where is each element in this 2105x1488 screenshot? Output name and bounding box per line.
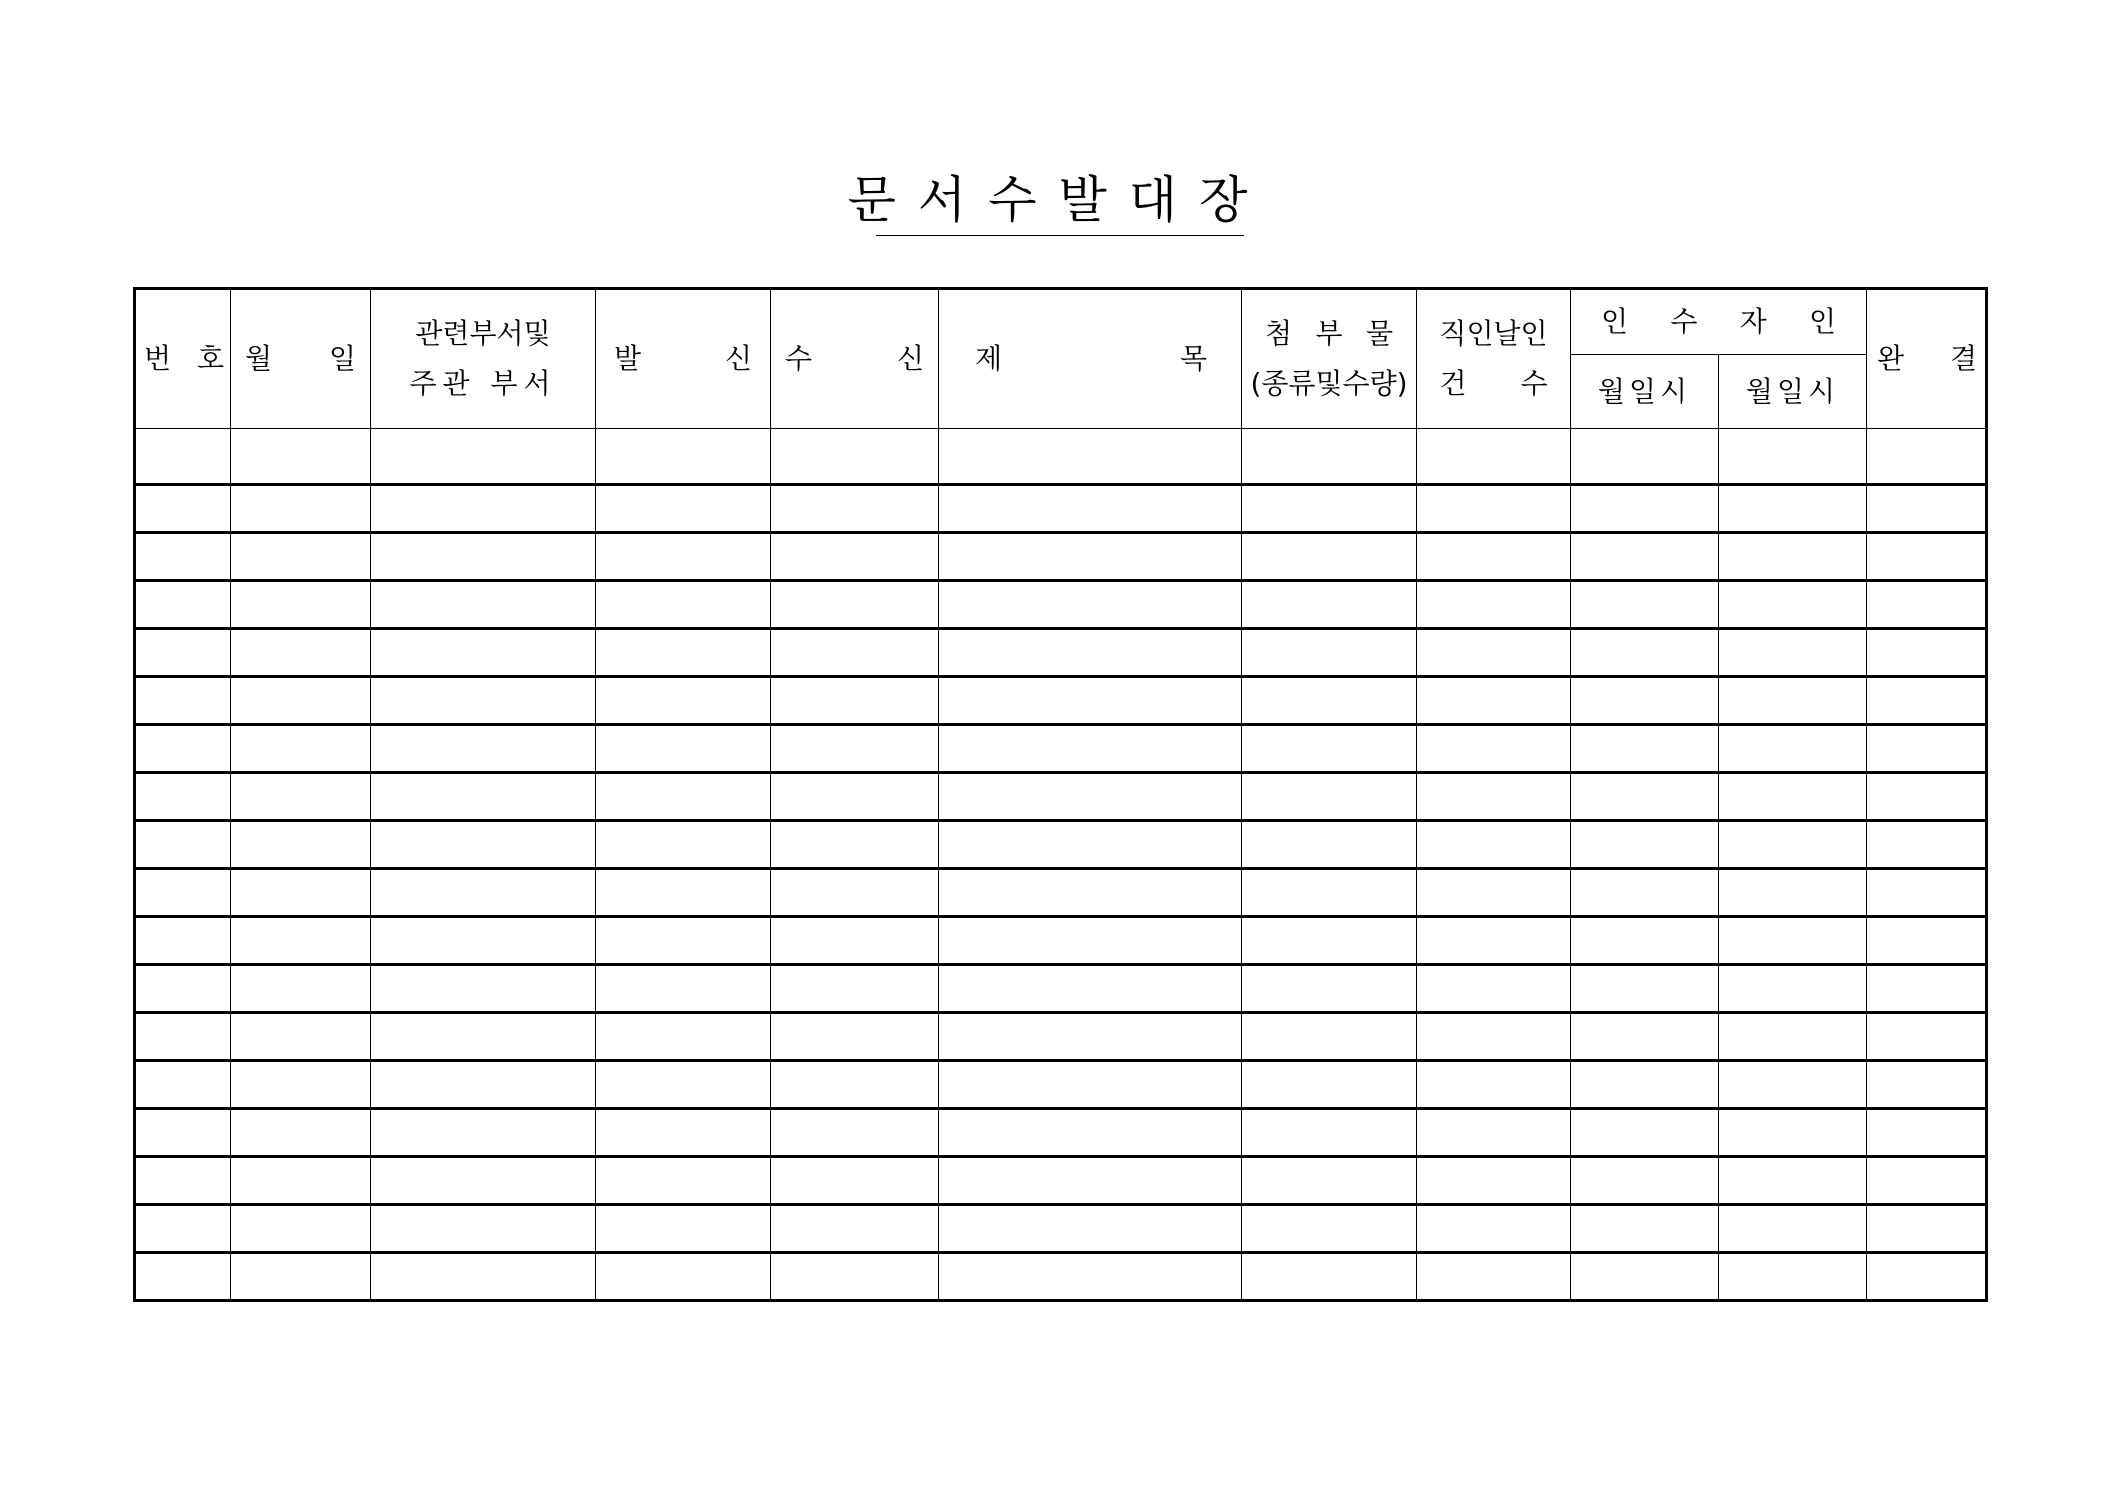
header-subject: 제 목 (939, 289, 1242, 429)
cell-month-day[interactable] (231, 965, 371, 1013)
table-row (135, 725, 1987, 773)
cell-seal-count[interactable] (1417, 917, 1571, 965)
cell-department[interactable] (371, 917, 596, 965)
cell-month-day[interactable] (231, 677, 371, 725)
cell-sender[interactable] (596, 581, 771, 629)
cell-recipient-time-a[interactable] (1571, 1109, 1719, 1157)
cell-recipient-time-b[interactable] (1719, 533, 1867, 581)
cell-receiver[interactable] (771, 1205, 939, 1253)
cell-number[interactable] (135, 1157, 231, 1205)
ledger-body (135, 429, 1987, 1301)
cell-recipient-time-b[interactable] (1719, 725, 1867, 773)
cell-month-day[interactable] (231, 773, 371, 821)
cell-seal-count[interactable] (1417, 533, 1571, 581)
cell-attachment[interactable] (1242, 677, 1417, 725)
cell-attachment[interactable] (1242, 1013, 1417, 1061)
cell-recipient-time-b[interactable] (1719, 821, 1867, 869)
table-row (135, 677, 1987, 725)
cell-month-day[interactable] (231, 629, 371, 677)
cell-month-day[interactable] (231, 821, 371, 869)
cell-subject[interactable] (939, 1013, 1242, 1061)
cell-month-day[interactable] (231, 1253, 371, 1301)
table-row (135, 629, 1987, 677)
cell-month-day[interactable] (231, 869, 371, 917)
cell-sender[interactable] (596, 869, 771, 917)
cell-completion[interactable] (1867, 869, 1987, 917)
cell-attachment[interactable] (1242, 725, 1417, 773)
cell-number[interactable] (135, 677, 231, 725)
header-attachment: 첨 부 물 (종류및수량) (1242, 289, 1417, 429)
cell-subject[interactable] (939, 629, 1242, 677)
cell-completion[interactable] (1867, 677, 1987, 725)
cell-seal-count[interactable] (1417, 965, 1571, 1013)
cell-attachment[interactable] (1242, 581, 1417, 629)
cell-month-day[interactable] (231, 1109, 371, 1157)
cell-attachment[interactable] (1242, 533, 1417, 581)
table-row (135, 1061, 1987, 1109)
cell-number[interactable] (135, 1253, 231, 1301)
cell-recipient-time-a[interactable] (1571, 1157, 1719, 1205)
cell-subject[interactable] (939, 725, 1242, 773)
cell-month-day[interactable] (231, 725, 371, 773)
cell-number[interactable] (135, 821, 231, 869)
cell-subject[interactable] (939, 1061, 1242, 1109)
cell-receiver[interactable] (771, 725, 939, 773)
cell-attachment[interactable] (1242, 965, 1417, 1013)
cell-department[interactable] (371, 725, 596, 773)
cell-number[interactable] (135, 1205, 231, 1253)
cell-completion[interactable] (1867, 485, 1987, 533)
cell-recipient-time-a[interactable] (1571, 677, 1719, 725)
cell-attachment[interactable] (1242, 917, 1417, 965)
cell-sender[interactable] (596, 1253, 771, 1301)
table-row (135, 965, 1987, 1013)
cell-receiver[interactable] (771, 1013, 939, 1061)
cell-subject[interactable] (939, 533, 1242, 581)
table-row (135, 1205, 1987, 1253)
cell-department[interactable] (371, 1013, 596, 1061)
cell-recipient-time-b[interactable] (1719, 1109, 1867, 1157)
cell-receiver[interactable] (771, 917, 939, 965)
cell-number[interactable] (135, 869, 231, 917)
cell-sender[interactable] (596, 965, 771, 1013)
cell-sender[interactable] (596, 773, 771, 821)
cell-sender[interactable] (596, 429, 771, 485)
cell-month-day[interactable] (231, 533, 371, 581)
cell-receiver[interactable] (771, 677, 939, 725)
cell-attachment[interactable] (1242, 429, 1417, 485)
header-sender: 발 신 (596, 289, 771, 429)
cell-month-day[interactable] (231, 581, 371, 629)
cell-department[interactable] (371, 677, 596, 725)
cell-recipient-time-b[interactable] (1719, 581, 1867, 629)
cell-department[interactable] (371, 581, 596, 629)
cell-recipient-time-a[interactable] (1571, 581, 1719, 629)
cell-attachment[interactable] (1242, 1061, 1417, 1109)
cell-recipient-time-a[interactable] (1571, 1253, 1719, 1301)
cell-seal-count[interactable] (1417, 869, 1571, 917)
cell-sender[interactable] (596, 917, 771, 965)
header-number: 번 호 (135, 289, 231, 429)
cell-attachment[interactable] (1242, 1253, 1417, 1301)
table-row (135, 773, 1987, 821)
cell-receiver[interactable] (771, 821, 939, 869)
cell-completion[interactable] (1867, 773, 1987, 821)
cell-completion[interactable] (1867, 725, 1987, 773)
cell-department[interactable] (371, 1157, 596, 1205)
cell-number[interactable] (135, 1013, 231, 1061)
cell-completion[interactable] (1867, 917, 1987, 965)
cell-month-day[interactable] (231, 917, 371, 965)
cell-subject[interactable] (939, 869, 1242, 917)
cell-recipient-time-b[interactable] (1719, 869, 1867, 917)
cell-completion[interactable] (1867, 429, 1987, 485)
header-department: 관련부서및 주관 부서 (371, 289, 596, 429)
cell-attachment[interactable] (1242, 869, 1417, 917)
cell-completion[interactable] (1867, 533, 1987, 581)
cell-month-day[interactable] (231, 1061, 371, 1109)
cell-recipient-time-b[interactable] (1719, 485, 1867, 533)
cell-receiver[interactable] (771, 429, 939, 485)
cell-subject[interactable] (939, 485, 1242, 533)
cell-department[interactable] (371, 1253, 596, 1301)
cell-subject[interactable] (939, 1109, 1242, 1157)
cell-recipient-time-b[interactable] (1719, 965, 1867, 1013)
cell-number[interactable] (135, 917, 231, 965)
header-recipient: 인 수 자 인 (1571, 289, 1867, 355)
cell-seal-count[interactable] (1417, 1013, 1571, 1061)
cell-number[interactable] (135, 965, 231, 1013)
cell-seal-count[interactable] (1417, 581, 1571, 629)
header-seal-count: 직인날인 건 수 (1417, 289, 1571, 429)
cell-month-day[interactable] (231, 1205, 371, 1253)
cell-seal-count[interactable] (1417, 1253, 1571, 1301)
cell-seal-count[interactable] (1417, 725, 1571, 773)
table-row (135, 581, 1987, 629)
cell-subject[interactable] (939, 821, 1242, 869)
cell-sender[interactable] (596, 533, 771, 581)
cell-recipient-time-a[interactable] (1571, 965, 1719, 1013)
cell-number[interactable] (135, 581, 231, 629)
cell-month-day[interactable] (231, 429, 371, 485)
cell-seal-count[interactable] (1417, 429, 1571, 485)
cell-completion[interactable] (1867, 965, 1987, 1013)
cell-recipient-time-a[interactable] (1571, 629, 1719, 677)
cell-recipient-time-b[interactable] (1719, 1157, 1867, 1205)
cell-recipient-time-a[interactable] (1571, 1061, 1719, 1109)
cell-completion[interactable] (1867, 1061, 1987, 1109)
cell-number[interactable] (135, 485, 231, 533)
cell-sender[interactable] (596, 677, 771, 725)
cell-seal-count[interactable] (1417, 1205, 1571, 1253)
title-underline (876, 235, 1244, 236)
cell-sender[interactable] (596, 725, 771, 773)
cell-department[interactable] (371, 1205, 596, 1253)
cell-attachment[interactable] (1242, 1109, 1417, 1157)
header-row-1 (135, 289, 1987, 355)
cell-receiver[interactable] (771, 1157, 939, 1205)
cell-receiver[interactable] (771, 773, 939, 821)
cell-attachment[interactable] (1242, 821, 1417, 869)
table-row (135, 1013, 1987, 1061)
cell-subject[interactable] (939, 917, 1242, 965)
cell-receiver[interactable] (771, 485, 939, 533)
table-row (135, 1253, 1987, 1301)
cell-number[interactable] (135, 429, 231, 485)
cell-attachment[interactable] (1242, 1205, 1417, 1253)
cell-completion[interactable] (1867, 629, 1987, 677)
cell-subject[interactable] (939, 773, 1242, 821)
cell-recipient-time-b[interactable] (1719, 917, 1867, 965)
cell-subject[interactable] (939, 429, 1242, 485)
cell-completion[interactable] (1867, 1253, 1987, 1301)
cell-recipient-time-b[interactable] (1719, 677, 1867, 725)
cell-attachment[interactable] (1242, 773, 1417, 821)
cell-sender[interactable] (596, 1109, 771, 1157)
cell-recipient-time-a[interactable] (1571, 869, 1719, 917)
cell-recipient-time-a[interactable] (1571, 485, 1719, 533)
table-row (135, 821, 1987, 869)
cell-seal-count[interactable] (1417, 821, 1571, 869)
cell-number[interactable] (135, 533, 231, 581)
cell-seal-count[interactable] (1417, 1109, 1571, 1157)
cell-number[interactable] (135, 725, 231, 773)
table-row (135, 917, 1987, 965)
cell-department[interactable] (371, 629, 596, 677)
cell-completion[interactable] (1867, 1109, 1987, 1157)
cell-attachment[interactable] (1242, 485, 1417, 533)
cell-seal-count[interactable] (1417, 677, 1571, 725)
cell-department[interactable] (371, 429, 596, 485)
cell-subject[interactable] (939, 965, 1242, 1013)
cell-receiver[interactable] (771, 1253, 939, 1301)
cell-receiver[interactable] (771, 629, 939, 677)
cell-recipient-time-a[interactable] (1571, 917, 1719, 965)
cell-number[interactable] (135, 629, 231, 677)
cell-sender[interactable] (596, 1061, 771, 1109)
cell-completion[interactable] (1867, 581, 1987, 629)
cell-receiver[interactable] (771, 1109, 939, 1157)
cell-department[interactable] (371, 533, 596, 581)
header-month-day: 월 일 (231, 289, 371, 429)
cell-receiver[interactable] (771, 965, 939, 1013)
header-completion: 완 결 (1867, 289, 1987, 429)
header-receiver: 수 신 (771, 289, 939, 429)
cell-seal-count[interactable] (1417, 629, 1571, 677)
cell-department[interactable] (371, 485, 596, 533)
cell-recipient-time-b[interactable] (1719, 629, 1867, 677)
cell-recipient-time-b[interactable] (1719, 429, 1867, 485)
cell-receiver[interactable] (771, 1061, 939, 1109)
cell-recipient-time-b[interactable] (1719, 1061, 1867, 1109)
cell-recipient-time-a[interactable] (1571, 725, 1719, 773)
table-row (135, 869, 1987, 917)
cell-recipient-time-a[interactable] (1571, 1205, 1719, 1253)
cell-department[interactable] (371, 869, 596, 917)
table-row (135, 1109, 1987, 1157)
cell-recipient-time-a[interactable] (1571, 821, 1719, 869)
cell-department[interactable] (371, 821, 596, 869)
table-row (135, 429, 1987, 485)
cell-number[interactable] (135, 1061, 231, 1109)
cell-department[interactable] (371, 965, 596, 1013)
cell-receiver[interactable] (771, 581, 939, 629)
cell-sender[interactable] (596, 821, 771, 869)
cell-number[interactable] (135, 773, 231, 821)
cell-seal-count[interactable] (1417, 773, 1571, 821)
cell-seal-count[interactable] (1417, 485, 1571, 533)
cell-subject[interactable] (939, 1205, 1242, 1253)
cell-seal-count[interactable] (1417, 1157, 1571, 1205)
cell-subject[interactable] (939, 1157, 1242, 1205)
cell-completion[interactable] (1867, 1013, 1987, 1061)
cell-month-day[interactable] (231, 485, 371, 533)
header-recipient-time-b: 월일시 (1719, 355, 1867, 429)
cell-department[interactable] (371, 1109, 596, 1157)
cell-month-day[interactable] (231, 1157, 371, 1205)
cell-recipient-time-a[interactable] (1571, 533, 1719, 581)
cell-sender[interactable] (596, 1157, 771, 1205)
cell-receiver[interactable] (771, 869, 939, 917)
cell-attachment[interactable] (1242, 1157, 1417, 1205)
cell-department[interactable] (371, 1061, 596, 1109)
cell-sender[interactable] (596, 485, 771, 533)
cell-month-day[interactable] (231, 1013, 371, 1061)
header-recipient-time-a: 월일시 (1571, 355, 1719, 429)
cell-number[interactable] (135, 1109, 231, 1157)
cell-recipient-time-b[interactable] (1719, 773, 1867, 821)
table-row (135, 533, 1987, 581)
cell-seal-count[interactable] (1417, 1061, 1571, 1109)
cell-completion[interactable] (1867, 821, 1987, 869)
cell-recipient-time-a[interactable] (1571, 429, 1719, 485)
cell-department[interactable] (371, 773, 596, 821)
cell-completion[interactable] (1867, 1157, 1987, 1205)
cell-attachment[interactable] (1242, 629, 1417, 677)
cell-recipient-time-b[interactable] (1719, 1253, 1867, 1301)
document-ledger-table (133, 287, 1988, 1302)
cell-sender[interactable] (596, 1205, 771, 1253)
cell-recipient-time-b[interactable] (1719, 1205, 1867, 1253)
cell-recipient-time-a[interactable] (1571, 1013, 1719, 1061)
document-title: 문서수발대장 (847, 171, 1270, 229)
cell-sender[interactable] (596, 1013, 771, 1061)
cell-subject[interactable] (939, 581, 1242, 629)
table-row (135, 485, 1987, 533)
table-row (135, 1157, 1987, 1205)
cell-subject[interactable] (939, 677, 1242, 725)
cell-sender[interactable] (596, 629, 771, 677)
cell-recipient-time-b[interactable] (1719, 1013, 1867, 1061)
cell-completion[interactable] (1867, 1205, 1987, 1253)
cell-receiver[interactable] (771, 533, 939, 581)
cell-recipient-time-a[interactable] (1571, 773, 1719, 821)
cell-subject[interactable] (939, 1253, 1242, 1301)
